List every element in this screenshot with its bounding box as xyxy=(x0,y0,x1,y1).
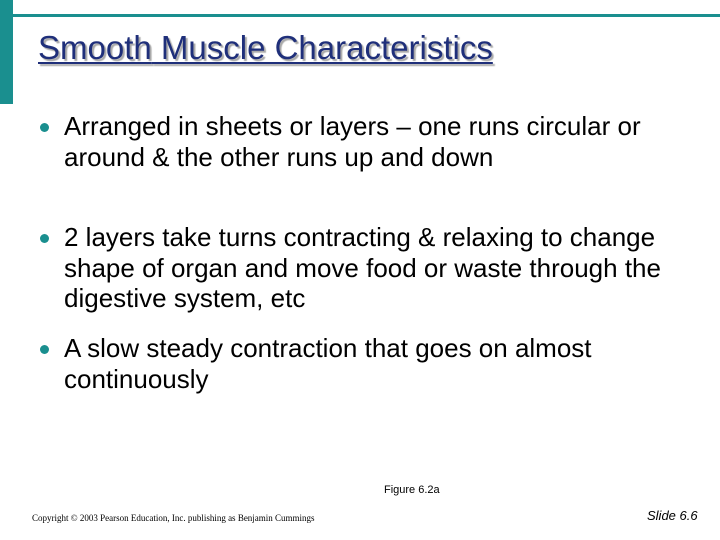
accent-line-top xyxy=(13,14,720,17)
bullet-item: 2 layers take turns contracting & relaxing to change shape of organ and move food or waste through the digestive system, etc xyxy=(64,222,661,313)
slide-title-rest: Muscle Characteristics xyxy=(151,29,493,66)
bullet-dot-icon xyxy=(40,345,49,354)
bullet-dot-icon xyxy=(40,234,49,243)
figure-caption: Figure 6.2a xyxy=(384,484,440,496)
slide-title xyxy=(38,29,493,67)
bullet-item: Arranged in sheets or layers – one runs circular or around & the other runs up and down xyxy=(64,111,641,172)
slide-number: Slide 6.6 xyxy=(647,508,698,523)
copyright-notice: Copyright © 2003 Pearson Education, Inc. publishing as Benjamin Cummings xyxy=(32,513,315,523)
bullet-dot-icon xyxy=(40,123,49,132)
bullet-item: A slow steady contraction that goes on almost continuously xyxy=(64,333,592,394)
slide-title-keyword: Smooth xyxy=(38,29,152,66)
accent-bar-left xyxy=(0,0,13,104)
